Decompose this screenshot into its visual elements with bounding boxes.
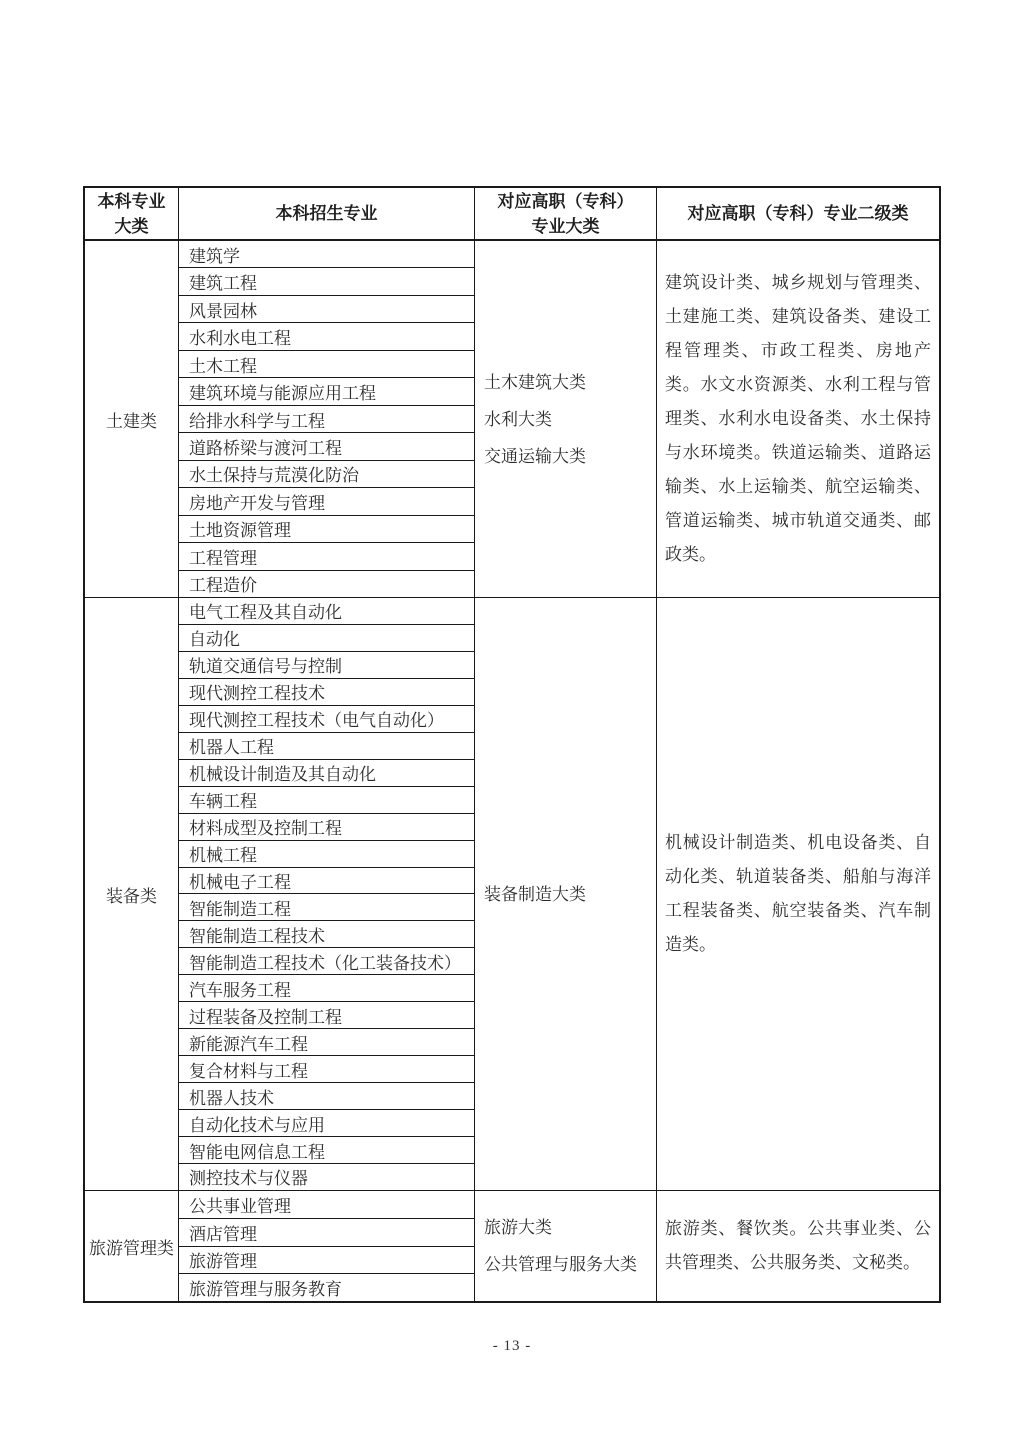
major-cell: 机器人技术 [179, 1083, 474, 1110]
major-cell: 建筑环境与能源应用工程 [179, 378, 474, 405]
category-cell [85, 1191, 179, 1301]
major-cell: 车辆工程 [179, 787, 474, 814]
major-cell: 电气工程及其自动化 [179, 598, 474, 625]
category-cell [85, 241, 179, 597]
major-cell: 复合材料与工程 [179, 1056, 474, 1083]
vocational-category-label: 装备制造大类 [484, 884, 586, 904]
major-cell: 机械设计制造及其自动化 [179, 760, 474, 787]
header-vocational-secondary [657, 188, 939, 239]
secondary-categories-cell [657, 241, 939, 597]
secondary-categories-text: 旅游类、餐饮类。公共事业类、公共管理类、公共服务类、文秘类。 [665, 1219, 931, 1272]
header-undergrad-majors [179, 188, 475, 239]
major-cell: 测控技术与仪器 [189, 1169, 308, 1189]
header-line: 大类 [114, 216, 149, 236]
major-cell: 材料成型及控制工程 [179, 814, 474, 841]
major-cell: 汽车服务工程 [179, 975, 474, 1002]
secondary-categories-cell [657, 598, 939, 1190]
major-cell: 机械电子工程 [179, 868, 474, 895]
major-cell: 土木工程 [179, 351, 474, 378]
major-cell: 智能制造工程 [179, 894, 474, 921]
major-cell: 新能源汽车工程 [179, 1029, 474, 1056]
secondary-categories-text: 建筑设计类、城乡规划与管理类、土建施工类、建筑设备类、建设工程管理类、市政工程类、房地产类。水文水资源类、水利工程与管理类、水利水电设备类、水土保持与水环境类。铁道运输类、道路运输类、水上运输类、航空运输类、管道运输类、城市轨道交通类、邮政类。 [665, 273, 931, 564]
major-cell: 现代测控工程技术 [179, 679, 474, 706]
category-label: 旅游管理类 [89, 1238, 174, 1258]
major-cell: 智能电网信息工程 [179, 1137, 474, 1164]
major-cell: 建筑学 [179, 241, 474, 268]
major-cell: 给排水科学与工程 [179, 406, 474, 433]
major-cell: 水土保持与荒漠化防治 [179, 461, 474, 488]
major-cell: 机械工程 [179, 841, 474, 868]
vocational-category-label: 土木建筑大类 [484, 372, 586, 392]
page-number: - 13 - [492, 1338, 532, 1354]
majors-mapping-table [83, 186, 941, 1303]
vocational-category-label: 水利大类 [484, 409, 552, 429]
major-cell: 风景园林 [179, 296, 474, 323]
major-cell: 水利水电工程 [179, 323, 474, 350]
header-line: 本科招生专业 [275, 204, 378, 223]
vocational-category-label: 公共管理与服务大类 [484, 1255, 637, 1274]
header-line: 对应高职（专科）专业二级类 [687, 204, 909, 223]
vocational-categories-cell [475, 1191, 657, 1301]
major-cell: 旅游管理 [179, 1247, 474, 1275]
major-cell: 公共事业管理 [179, 1191, 474, 1219]
major-cell: 过程装备及控制工程 [179, 1002, 474, 1029]
header-vocational-category [475, 188, 657, 239]
major-cell: 轨道交通信号与控制 [179, 652, 474, 679]
major-cell: 自动化 [179, 625, 474, 652]
major-cell: 智能制造工程技术 [179, 921, 474, 948]
major-cell: 房地产开发与管理 [179, 488, 474, 515]
major-cell: 建筑工程 [179, 268, 474, 295]
vocational-category-label: 旅游大类 [484, 1218, 552, 1237]
major-cell: 土地资源管理 [179, 516, 474, 543]
table-body [85, 241, 939, 1301]
table-group-row [85, 241, 939, 598]
header-line: 专业大类 [531, 216, 600, 236]
table-group-row [85, 1191, 939, 1301]
major-cell: 酒店管理 [179, 1219, 474, 1247]
vocational-categories-cell [475, 598, 657, 1190]
vocational-categories-cell [475, 241, 657, 597]
major-cell: 自动化技术与应用 [179, 1110, 474, 1137]
table-header-row [85, 188, 939, 241]
major-cell: 道路桥梁与渡河工程 [179, 433, 474, 460]
category-label: 装备类 [106, 886, 157, 906]
major-cell: 机器人工程 [179, 733, 474, 760]
header-line: 本科专业 [97, 191, 166, 211]
category-cell [85, 598, 179, 1190]
majors-column [179, 1191, 475, 1301]
major-cell: 工程管理 [179, 543, 474, 570]
major-cell: 现代测控工程技术（电气自动化） [179, 706, 474, 733]
vocational-category-label: 交通运输大类 [484, 446, 586, 466]
table-group-row [85, 598, 939, 1191]
category-label: 土建类 [106, 411, 157, 431]
secondary-categories-cell [657, 1191, 939, 1301]
majors-column [179, 598, 475, 1190]
secondary-categories-text: 机械设计制造类、机电设备类、自动化类、轨道装备类、船舶与海洋工程装备类、航空装备类、汽车制造类。 [665, 833, 931, 954]
major-cell: 工程造价 [189, 576, 257, 596]
major-cell: 智能制造工程技术（化工装备技术） [179, 948, 474, 975]
header-undergrad-category [85, 188, 179, 239]
major-cell: 旅游管理与服务教育 [189, 1280, 342, 1300]
majors-column [179, 241, 475, 597]
header-line: 对应高职（专科） [497, 191, 634, 211]
